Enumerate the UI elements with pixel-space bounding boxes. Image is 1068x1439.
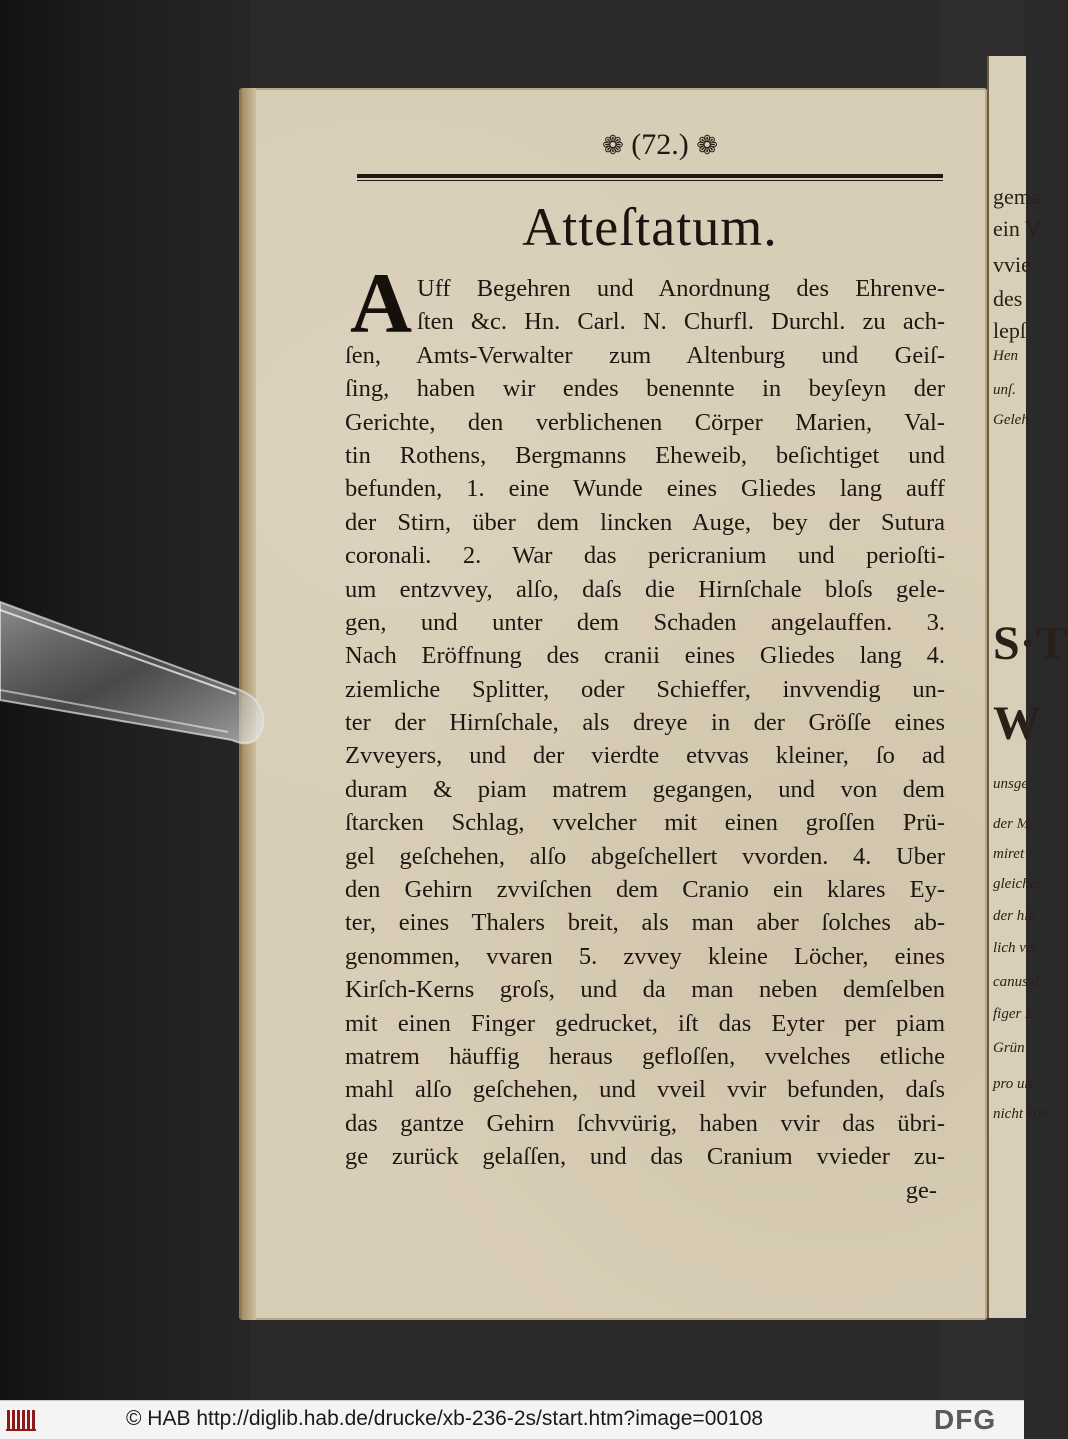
glass-page-holder — [0, 590, 270, 750]
next-page-text: figer E — [993, 1006, 1035, 1022]
next-page-text: miret — [993, 846, 1025, 862]
next-page-fragment — [987, 56, 1068, 1318]
page-title: Atteſtatum. — [522, 197, 778, 257]
next-page-text: Grün — [993, 1040, 1025, 1056]
next-page-text: nicht kön — [993, 1106, 1049, 1122]
text-line: den Gehirn zvviſchen dem Cranio ein klares Ey- — [345, 876, 945, 904]
next-page-text: S·T — [993, 617, 1068, 670]
text-line: matrem häuffig heraus gefloſſen, vvelches etliche — [345, 1042, 945, 1070]
next-page-text: der M — [993, 816, 1030, 832]
text-line: Kirſch-Kerns groſs, und da man neben demſelben — [345, 976, 945, 1004]
next-page-text: canus d — [993, 974, 1040, 990]
next-page-text: lich ver — [993, 940, 1039, 956]
next-page-text: vvie — [993, 252, 1031, 277]
text-line: genommen, vvaren 5. zvvey kleine Löcher, eines — [345, 942, 945, 970]
text-line: Zvveyers, und der vierdte etvvas kleiner, ſo ad — [345, 742, 945, 770]
text-line: gel geſchehen, alſo abgeſchellert vvorden. 4. Uber — [345, 842, 945, 870]
text-line: ziemliche Splitter, oder Schieffer, invvendig un- — [345, 675, 945, 703]
next-page-text: des — [993, 286, 1023, 311]
text-line: gen, und unter dem Schaden angelauffen. 3. — [345, 608, 945, 636]
header-rule — [357, 174, 943, 178]
copyright-link[interactable]: © HAB http://diglib.hab.de/drucke/xb-236-2s/start.htm?image=00108 — [126, 1407, 764, 1430]
body-text — [345, 272, 945, 1207]
flower-ornament-icon: ❁ — [601, 131, 624, 160]
text-line: mahl alſo geſchehen, und vveil vvir befunden, daſs — [345, 1076, 945, 1104]
next-page-text: W — [993, 697, 1041, 750]
header-rule-thin — [357, 180, 943, 181]
text-line: coronali. 2. War das pericranium und perioſti- — [345, 542, 945, 570]
text-line: mit einen Finger gedrucket, iſt das Eyter per piam — [345, 1009, 945, 1037]
drop-capital: A — [350, 255, 413, 351]
dfg-logo: DFG — [934, 1404, 997, 1435]
text-line: ſen, Amts-Verwalter zum Altenburg und Geiſ- — [345, 341, 945, 369]
page-header — [560, 128, 760, 168]
text-line: ge zurück gelaſſen, und das Cranium vvieder zu- — [345, 1143, 945, 1171]
hab-library-logo-icon — [6, 1408, 40, 1432]
next-page-text: ein V — [993, 216, 1041, 241]
next-page-text: unſ. — [993, 382, 1016, 398]
footer-bar — [0, 1400, 1024, 1439]
text-line: ter der Hirnſchale, als dreye in der Gröſſe eines — [345, 709, 945, 737]
next-page-text: Geleh — [993, 412, 1029, 428]
text-line: ſten &c. Hn. Carl. N. Churfl. Durchl. zu ach- — [417, 308, 945, 336]
text-line: Gerichte, den verblichenen Cörper Marien, Val- — [345, 408, 945, 436]
next-page-text: Hen — [993, 348, 1018, 364]
text-line: Nach Eröffnung des cranii eines Gliedes lang 4. — [345, 642, 945, 670]
next-page-text: lepſ — [993, 318, 1026, 343]
page-number: (72.) — [631, 128, 689, 161]
next-page-text: pro un — [993, 1076, 1033, 1092]
text-line: ſing, haben wir endes benennte in beyſeyn der — [345, 375, 945, 403]
flower-ornament-icon: ❁ — [696, 131, 719, 160]
text-line: um entzvvey, alſo, daſs die Hirnſchale bloſs gele- — [345, 575, 945, 603]
text-line: tin Rothens, Bergmanns Eheweib, beſichtiget und — [345, 441, 945, 469]
text-line: befunden, 1. eine Wunde eines Gliedes lang auff — [345, 475, 945, 503]
text-line: duram & piam matrem gegangen, und von dem — [345, 775, 945, 803]
text-line: Uff Begehren und Anordnung des Ehrenve- — [417, 275, 945, 302]
next-page-text: unsge — [993, 776, 1028, 792]
text-line: das gantze Gehirn ſchvvürig, haben vvir das übri- — [345, 1109, 945, 1137]
next-page-text: gema — [993, 184, 1041, 209]
text-line: ſtarcken Schlag, vvelcher mit einen groſſen Prü- — [345, 809, 945, 837]
next-page-text: der hie — [993, 908, 1036, 924]
text-line: ter, eines Thalers breit, als man aber ſolches ab- — [345, 909, 945, 937]
catchword: ge- — [905, 1176, 937, 1204]
next-page-text: gleicher — [993, 876, 1043, 892]
text-line: der Stirn, über dem lincken Auge, bey der Sutura — [345, 508, 945, 536]
